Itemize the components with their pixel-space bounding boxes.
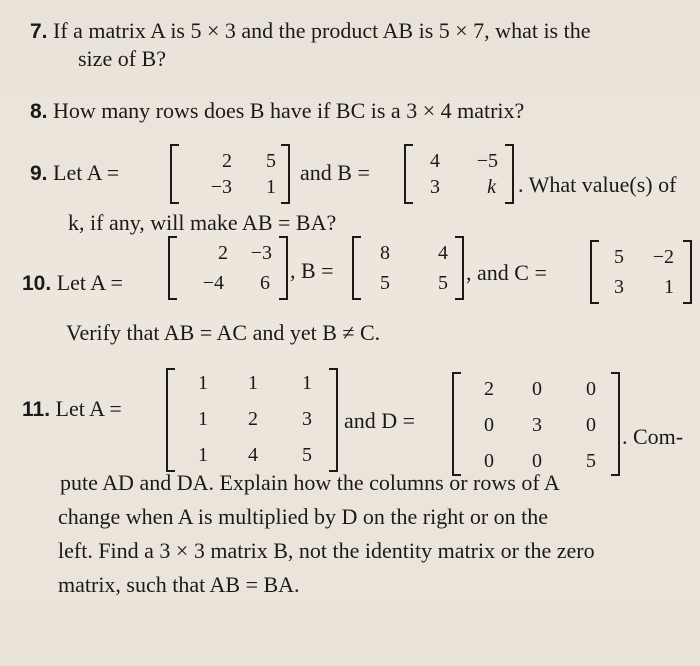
exercise-11 <box>22 396 122 423</box>
exercise-number: 8. <box>30 100 48 123</box>
com-text: . Com- <box>622 424 684 449</box>
matrix-d: 2 0 0 0 3 0 0 0 5 <box>452 372 620 476</box>
exercise-11-line-2: pute AD and DA. Explain how the columns or rows of A <box>60 470 560 495</box>
and-b-label: and B = <box>300 160 370 185</box>
exercise-text: If a matrix A is 5 × 3 and the product AB is 5 × 7, what is the <box>53 18 591 43</box>
matrix-b: 4 −5 3 k <box>404 144 514 204</box>
matrix-b: 8 4 5 5 <box>352 236 464 300</box>
matrix-c: 5 −2 3 1 <box>590 240 692 304</box>
matrix-a: 2 −3 −4 6 <box>168 236 288 300</box>
exercise-text: How many rows does B have if BC is a 3 × 4 matrix? <box>53 98 525 123</box>
exercise-9-line-2: k, if any, will make AB = BA? <box>68 210 337 235</box>
and-c-label: , and C = <box>466 260 547 285</box>
exercise-7 <box>30 18 591 45</box>
matrix-a: 2 5 −3 1 <box>170 144 290 204</box>
let-a-label: Let A = <box>55 396 122 421</box>
and-d-label: and D = <box>344 408 416 433</box>
matrix-a: 1 1 1 1 2 3 1 4 5 <box>166 368 338 472</box>
exercise-number: 11. <box>22 398 51 421</box>
exercise-11-line-4: left. Find a 3 × 3 matrix B, not the identity matrix or the zero <box>58 538 595 563</box>
what-values-text: . What value(s) of <box>518 172 677 197</box>
let-a-label: Let A = <box>53 160 120 185</box>
exercise-number: 7. <box>30 20 48 43</box>
comma-b-label: , B = <box>290 258 334 283</box>
exercise-11-line-5: matrix, such that AB = BA. <box>58 572 300 597</box>
exercise-7-line-2: size of B? <box>78 46 166 71</box>
exercise-11-line-3: change when A is multiplied by D on the right or on the <box>58 504 549 529</box>
exercise-10 <box>22 270 123 297</box>
exercise-8 <box>30 98 524 125</box>
exercise-number: 10. <box>22 272 52 295</box>
exercise-9 <box>30 160 119 187</box>
let-a-label: Let A = <box>56 270 123 295</box>
exercise-number: 9. <box>30 162 48 185</box>
exercise-10-line-2: Verify that AB = AC and yet B ≠ C. <box>66 320 381 345</box>
